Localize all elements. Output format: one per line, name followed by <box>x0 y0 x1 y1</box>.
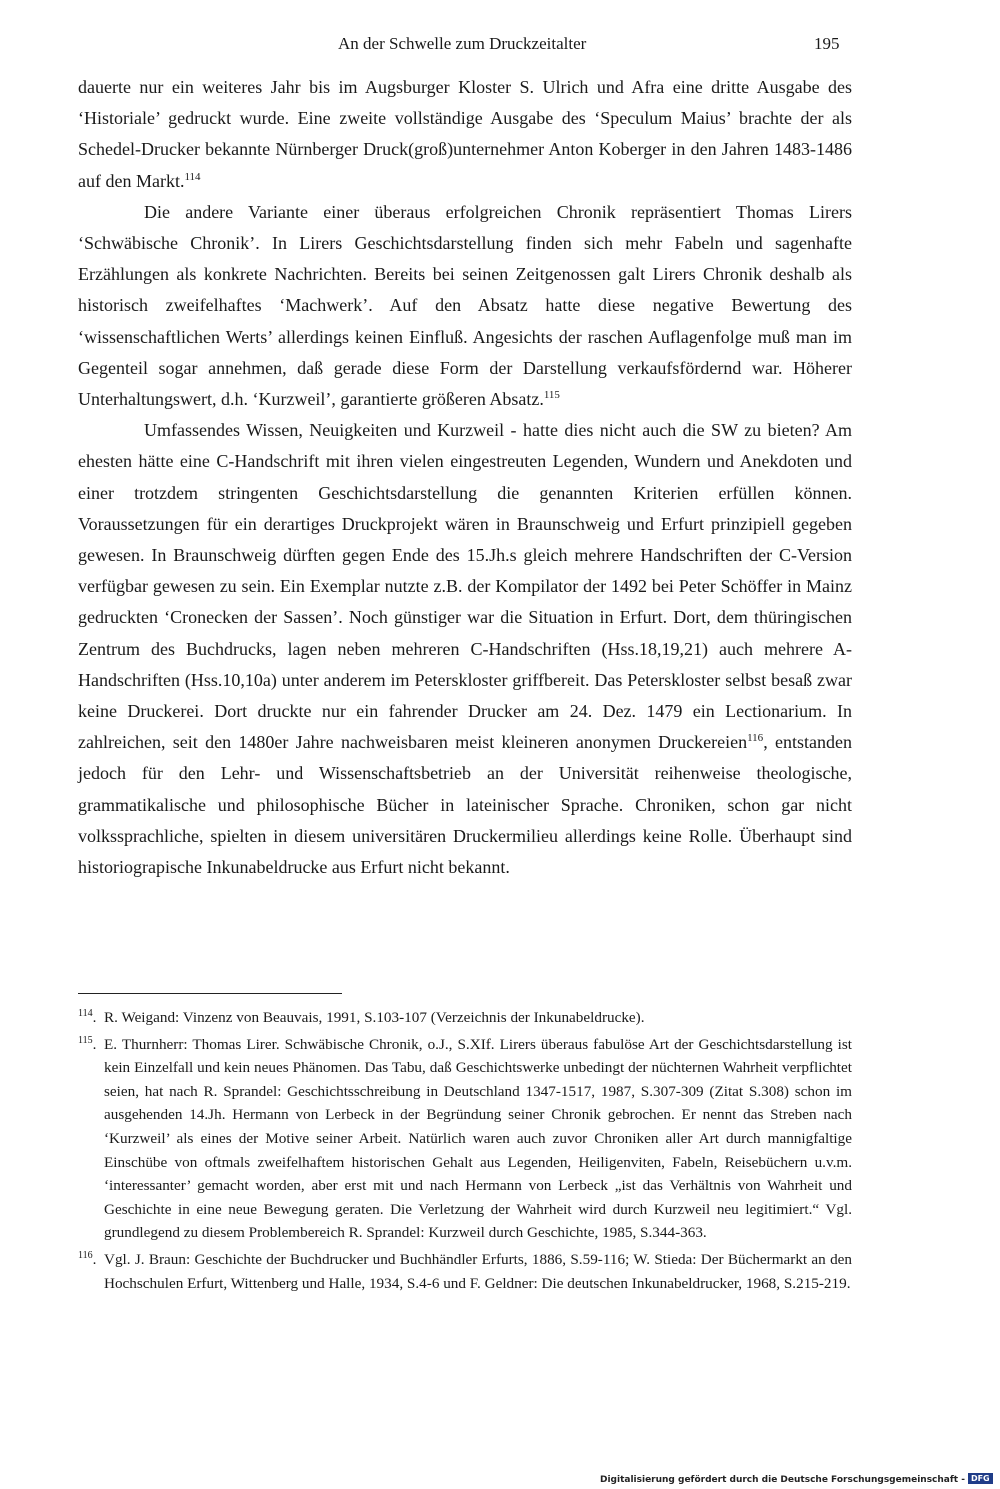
dfg-logo: DFG <box>968 1473 993 1484</box>
footnote-marker: $^{115}$. <box>78 1034 97 1053</box>
footnote-text: E. Thurnherr: Thomas Lirer. Schwäbische Chronik, o.J., S.XIf. Lirers überaus fabulöse Art der Geschichtsdarstellung ist kein Einzelfall und kein neues Phänomen. Das Tabu, daß Geschichtswerke unbedingt der nüchternen Wahrheit verpflichtet seien, hat nach R. Sprandel: Geschichtsschreibung in Deutschland 1347-1517, 1987, S.307-309 (Zitat S.308) schon im ausgehenden 14.Jh. Hermann von Lerbeck in der Begründung seiner Chronik gebrochen. Er nennt das Streben nach ‘Kurzweil’ als eines der Motive seiner Arbeit. Natürlich waren auch zuvor Chroniken aller Art durch mannigfaltige Einschübe von oftmals zweifelhaftem historischen Gehalt aus Legenden, Heiligenviten, Fabeln, Reisebüchern u.v.m. ‘interessanter’ gemacht worden, aber erst mit und nach Hermann von Lerbeck „ist das Verhältnis von Wahrheit und Geschichte in eine neue Bewegung geraten. Die Verletzung der Wahrheit wird durch Kurzweil neu legitimiert.“ Vgl. grundlegend zu diesem Problembereich R. Sprandel: Kurzweil durch Geschichte, 1985, S.344-363. <box>104 1035 852 1242</box>
paragraph-3 <box>78 415 852 883</box>
footnote-ref-115[interactable]: 115 <box>543 389 560 402</box>
paragraph-1-text: dauerte nur ein weiteres Jahr bis im Augsburger Kloster S. Ulrich und Afra eine dritte Ausgabe des ‘Historiale’ gedruckt wurde. Eine zweite vollständige Ausgabe des ‘Speculum Maius’ brachte der als Schedel-Drucker bekannte Nürnberger Druck(groß)unternehmer Anton Koberger in den Jahren 1483-1486 auf den Markt. <box>78 77 852 191</box>
footnote-number: 115 <box>78 1034 93 1046</box>
footnotes <box>78 1006 852 1298</box>
footnote-text: R. Weigand: Vinzenz von Beauvais, 1991, S.103-107 (Verzeichnis der Inkunabeldrucke). <box>104 1009 645 1026</box>
running-title: An der Schwelle zum Druckzeitalter <box>338 34 587 53</box>
footnote-number: 116 <box>78 1249 93 1261</box>
footnote-ref-114[interactable]: 114 <box>184 170 201 183</box>
page-number: 195 <box>814 34 840 53</box>
credit-text: Digitalisierung gefördert durch die Deutsche Forschungsgemeinschaft - <box>600 1475 965 1485</box>
paragraph-2 <box>78 197 852 415</box>
footnote-ref-116[interactable]: 116 <box>747 732 764 745</box>
paragraph-3-text-after: , entstanden jedoch für den Lehr- und Wissenschaftsbetrieb an der Universität reihenweise theologische, grammatikalische und philosophische Bücher in lateinischer Sprache. Chroniken, schon gar nicht volkssprachliche, spielten in diesem universitären Druckermilieu allerdings keine Rolle. Überhaupt sind historiograpische Inkunabeldrucke aus Erfurt nicht bekannt. <box>78 732 852 878</box>
paragraph-3-text-before: Umfassendes Wissen, Neuigkeiten und Kurzweil - hatte dies nicht auch die SW zu bieten? Am ehesten hätte eine C-Handschrift mit ihren vielen eingestreuten Legenden, Wundern und Anekdoten und einer trotzdem stringenten Geschichtsdarstellung die genannten Kriterien erfüllen können. Voraussetzungen für ein derartiges Druckprojekt wären in Braunschweig und Erfurt prinzipiell gegeben gewesen. In Braunschweig dürften gegen Ende des 15.Jh.s gleich mehrere Handschriften der C-Version verfügbar gewesen zu sein. Ein Exemplar nutzte z.B. der Kompilator der 1492 bei Peter Schöffer in Mainz gedruckten ‘Cronecken der Sassen’. Noch günstiger war die Situation in Erfurt. Dort, dem thüringischen Zentrum des Buchdrucks, lagen neben mehreren C-Handschriften (Hss.18,19,21) auch mehrere A-Handschriften (Hss.10,10a) unter anderem im Peterskloster griffbereit. Das Peterskloster selbst besaß zwar keine Druckerei. Dort druckte nur ein fahrender Drucker am 24. Dez. 1479 ein Lectionarium. In zahlreichen, seit den 1480er Jahre nachweisbaren meist kleineren anonymen Druckereien <box>78 420 852 753</box>
footnote-separator <box>78 993 342 994</box>
footnote-114 <box>78 1006 852 1030</box>
footnote-116 <box>78 1248 852 1295</box>
footnote-marker: $^{116}$. <box>78 1249 97 1268</box>
paragraph-1 <box>78 72 852 197</box>
footnote-text: Vgl. J. Braun: Geschichte der Buchdrucker und Buchhändler Erfurts, 1886, S.59-116; W. Stieda: Der Büchermarkt an den Hochschulen Erfurt, Wittenberg und Halle, 1934, S.4-6 und F. Geldner: Die deutschen Inkunabeldrucker, 1968, S.215-219. <box>104 1250 852 1292</box>
digitization-credit <box>600 1473 993 1487</box>
page-header <box>0 34 1000 58</box>
paragraph-2-text: Die andere Variante einer überaus erfolgreichen Chronik repräsentiert Thomas Lirers ‘Schwäbische Chronik’. In Lirers Geschichtsdarstellung finden sich mehr Fabeln und sagenhafte Erzählungen als konkrete Nachrichten. Bereits bei seinen Zeitgenossen galt Lirers Chronik deshalb als historisch zweifelhaftes ‘Machwerk’. Auf den Absatz hatte diese negative Bewertung des ‘wissenschaftlichen Werts’ allerdings keinen Einfluß. Angesichts der raschen Auflagenfolge muß man im Gegenteil sogar annehmen, daß gerade diese Form der Darstellung verkaufsfördernd war. Höherer Unterhaltungswert, d.h. ‘Kurzweil’, garantierte größeren Absatz. <box>78 201 852 410</box>
body-text <box>78 72 852 883</box>
footnote-marker: $^{114}$. <box>78 1008 97 1026</box>
footnote-number: 114 <box>78 1008 93 1019</box>
footnote-115 <box>78 1033 852 1245</box>
